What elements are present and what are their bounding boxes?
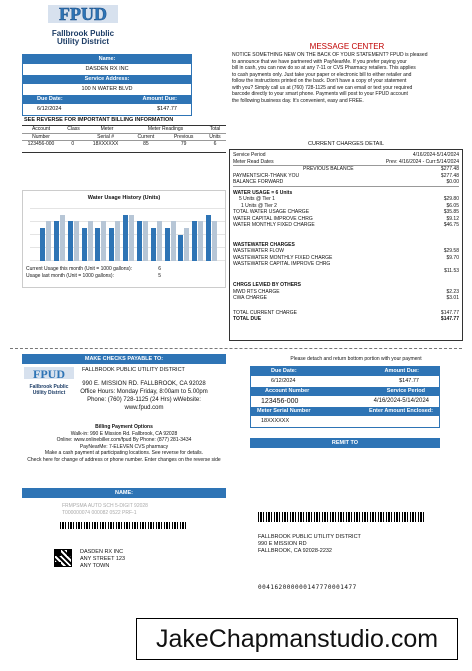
mailing-barcode-right xyxy=(258,512,426,522)
remit-meter-serial-label: Meter Serial Number xyxy=(257,408,311,414)
option-paynearme: PayNearMe: 7-ELEVEN CVS pharmacy xyxy=(79,443,169,450)
previous-balance-value: $277.48 xyxy=(440,166,459,172)
qr-code-icon xyxy=(54,549,72,567)
checks-header: MAKE CHECKS PAYABLE TO: xyxy=(22,354,226,364)
th-meter: Meter xyxy=(100,126,114,132)
remit-service-period: 4/16/2024-5/14/2024 xyxy=(373,398,429,404)
chart-bar xyxy=(171,221,176,261)
th-number: Number xyxy=(32,133,50,140)
message-line: follow the instructions printed on the back. Don't have a copy of your statement xyxy=(232,78,407,84)
amount-due: $147.77 xyxy=(157,106,177,112)
last-usage-value: 5 xyxy=(158,272,161,279)
current-usage-value: 6 xyxy=(158,266,161,272)
options-title: Billing Payment Options xyxy=(95,424,153,430)
remit-account-number-label: Account Number xyxy=(265,388,310,394)
mailing-name-label: NAME: xyxy=(22,488,226,498)
remit-account-number: 123456-000 xyxy=(261,398,299,405)
message-line: with you? Simply call us at (760) 728-1125 and we can email or text your required xyxy=(232,84,413,91)
th-previous: Previous xyxy=(173,133,194,140)
due-date-label: Due Date: xyxy=(37,96,63,102)
remit-address-line2: 990 E MISSION RD xyxy=(258,541,307,547)
option-address-change: Check here for change of address or phone number. Enter changes on the reverse side xyxy=(27,456,221,463)
checks-address: 990 E. MISSION RD. FALLBROOK, CA 92028 xyxy=(82,381,206,387)
tier1-value: $29.80 xyxy=(443,196,459,202)
charges-title: CURRENT CHARGES DETAIL xyxy=(308,141,384,147)
customer-line2: ANY STREET 123 xyxy=(80,556,126,562)
company-name-line2: Utility District xyxy=(56,37,109,46)
table-row xyxy=(22,141,226,148)
water-item-value: $46.75 xyxy=(443,222,459,228)
balance-forward-value: $0.00 xyxy=(446,179,459,185)
reverse-note: SEE REVERSE FOR IMPORTANT BILLING INFORMATION xyxy=(24,117,174,123)
svg-text:FPUD: FPUD xyxy=(33,367,65,380)
remit-enter-amount-label: Enter Amount Enclosed: xyxy=(369,408,433,414)
checks-website[interactable]: www.fpud.com xyxy=(124,405,164,411)
payments-label: PAYMENTS/CR-THANK YOU xyxy=(233,172,300,179)
remit-address-line3: FALLBROOK, CA 92028-2232 xyxy=(258,548,332,554)
water-item-value: $35.85 xyxy=(443,209,459,215)
chart-bar xyxy=(192,221,197,261)
service-address: 100 N WATER BLVD xyxy=(81,86,133,92)
watermark-banner xyxy=(136,618,458,660)
cell-previous: 79 xyxy=(180,141,187,147)
chart-bar xyxy=(129,215,134,261)
remit-amount-due-label: Amount Due: xyxy=(384,368,419,374)
other-item-value: $2.23 xyxy=(446,288,459,295)
chart-bar xyxy=(206,215,211,261)
chart-bar xyxy=(68,221,73,261)
chart-title: Water Usage History (Units) xyxy=(87,195,161,201)
scanline: 004162000000147770001477 xyxy=(258,584,357,591)
total-current-label: TOTAL CURRENT CHARGE xyxy=(233,309,297,316)
remit-address-line1: FALLBROOK PUBLIC UTILITY DISTRICT xyxy=(258,534,361,540)
due-date: 6/12/2024 xyxy=(37,106,62,112)
message-center-title: MESSAGE CENTER xyxy=(309,42,385,51)
cell-current: 85 xyxy=(143,141,149,147)
chart-bar xyxy=(184,228,189,261)
wastewater-item-value: $29.58 xyxy=(443,248,459,254)
chart-plot xyxy=(40,208,220,261)
water-item-label: TOTAL WATER USAGE CHARGE xyxy=(233,209,310,215)
message-line: to announce that we have partnered with PayNearMe. If you prefer paying your xyxy=(232,58,407,65)
water-usage-title: WATER USAGE = 6 Units xyxy=(233,189,293,196)
wastewater-item-label: WASTEWATER CAPITAL IMPROVE CHRG xyxy=(233,261,331,267)
others-title: CHRGS LEVIED BY OTHERS xyxy=(233,282,301,288)
chart-bar xyxy=(40,228,45,261)
chart-bar xyxy=(101,221,106,261)
cell-units: 6 xyxy=(213,141,217,147)
mailing-barcode-left xyxy=(60,522,188,529)
chart-bar xyxy=(82,228,87,261)
wastewater-item-label: WASTEWATER MONTHLY FIXED CHARGE xyxy=(233,254,333,261)
chart-bar xyxy=(157,221,162,261)
payee: FALLBROOK PUBLIC UTILITY DISTRICT xyxy=(82,367,185,373)
service-period-label: Service Period xyxy=(233,152,266,158)
water-item-label: WATER CAPITAL IMPROVE CHRG xyxy=(233,215,313,222)
total-current-value: $147.77 xyxy=(440,309,459,316)
account-table xyxy=(22,125,226,153)
remit-to-label: REMIT TO xyxy=(250,438,440,448)
water-item-value: $9.12 xyxy=(446,215,459,222)
option-walk-in: Walk-in: 990 E Mission Rd. Fallbrook, CA 92028 xyxy=(70,430,178,437)
chart-bar xyxy=(212,221,217,261)
th-serial: Serial # xyxy=(97,133,115,140)
cell-serial: 18XXXXXX xyxy=(92,141,119,147)
customer-name: DASDEN RX INC xyxy=(85,66,129,72)
th-account: Account xyxy=(31,126,51,132)
account-box xyxy=(22,54,192,116)
chart-bar xyxy=(198,221,203,261)
chart-bar xyxy=(109,228,114,261)
payments-value: $277.48 xyxy=(440,172,459,179)
message-line: the following business day. It's convenient, easy and FREE. xyxy=(232,97,364,104)
checks-phone: Phone: (760) 728-1125 (24 Hrs) wWebsite: xyxy=(87,397,201,403)
office-hours: Office Hours: Monday Friday, 8:00am to 5.00pm xyxy=(80,389,208,395)
chart-bar xyxy=(60,215,65,261)
service-period-value: 4/16/2024-5/14/2024 xyxy=(412,152,459,158)
wastewater-title: WASTEWATER CHARGES xyxy=(233,241,295,248)
fpud-logo xyxy=(48,3,118,46)
fpud-logo-small-mark xyxy=(24,366,74,380)
company-name-line1: Fallbrook Public xyxy=(51,29,115,38)
cell-account: 123456-000 xyxy=(27,141,55,147)
tier1-label: 5 Units @ Tier 1 xyxy=(239,196,275,202)
tier2-label: 1 Units @ Tier 2 xyxy=(241,202,277,209)
charges-detail xyxy=(229,141,463,341)
option-online[interactable]: Online: www.onlinebiller.com/fpud By Phone: (877) 281-3434 xyxy=(56,437,192,443)
chart-bar xyxy=(46,221,51,261)
remit-due-date-label: Due Date: xyxy=(271,368,297,374)
detach-note: Please detach and return bottom portion with your payment xyxy=(290,356,422,362)
chart-bar xyxy=(74,221,79,261)
chart-bar xyxy=(115,221,120,261)
th-meter-readings: Meter Readings xyxy=(147,126,184,132)
tear-line xyxy=(10,348,462,349)
small-logo-line2: Utility District xyxy=(32,389,66,396)
service-address-label: Service Address: xyxy=(23,75,191,84)
th-units: Units xyxy=(209,133,221,140)
chart-bar xyxy=(95,228,100,261)
mailing-faint-line1: FRMPSMA AUTO SCH 5-DIGIT 92028 xyxy=(62,503,148,509)
other-item-label: CWA CHARGE xyxy=(233,295,267,301)
message-center-body xyxy=(232,52,462,104)
remit-due-date: 6/12/2024 xyxy=(271,378,296,384)
customer-line3: ANY TOWN xyxy=(80,563,110,569)
option-cash: Make a cash payment at participating locations. See reverse for details. xyxy=(44,450,204,456)
previous-balance-label: PREVIOUS BALANCE xyxy=(303,166,354,172)
message-line: barcode directly to your smart phone. Payments will post to your FPUD account xyxy=(232,91,408,97)
meter-read-value: Prev: 4/16/2024 - Curr:5/14/2024 xyxy=(385,158,459,165)
th-class: Class xyxy=(67,126,80,132)
checks-box xyxy=(22,354,226,474)
total-due-label: TOTAL DUE xyxy=(233,316,262,322)
water-item-label: WATER MONTHLY FIXED CHARGE xyxy=(233,222,315,228)
message-line: to cash payments only. Just take your paper or electronic bill to either retailer and xyxy=(232,71,412,78)
amount-enclosed-field[interactable] xyxy=(359,416,429,427)
fpud-logo-mark xyxy=(48,3,118,25)
name-label: Name: xyxy=(23,55,191,64)
remit-meter-serial: 18XXXXXX xyxy=(261,418,290,424)
chart-bar xyxy=(151,228,156,261)
remit-service-period-label: Service Period xyxy=(386,388,425,394)
small-logo-line1: Fallbrook Public xyxy=(29,384,69,390)
customer-line1: DASDEN RX INC xyxy=(80,549,124,555)
chart-bar xyxy=(54,221,59,261)
chart-bar xyxy=(165,228,170,261)
th-current: Current xyxy=(137,133,155,140)
remit-amount-due: $147.77 xyxy=(399,378,419,384)
wastewater-extra-value: $11.53 xyxy=(444,267,459,274)
remit-box xyxy=(250,366,440,428)
last-usage-label: Usage last month (Unit = 1000 gallons): xyxy=(26,272,114,279)
mailing-faint-line2: T000000074 000082 0522 PRF-1 xyxy=(62,509,137,516)
amount-due-label: Amount Due: xyxy=(142,96,177,102)
meter-read-label: Meter Read Dates xyxy=(233,158,274,165)
balance-forward-label: BALANCE FORWARD xyxy=(233,179,284,185)
chart-bar xyxy=(137,221,142,261)
chart-bar xyxy=(178,235,183,262)
chart-bar xyxy=(123,215,128,261)
wastewater-item-value: $9.70 xyxy=(446,254,459,261)
cell-class: 0 xyxy=(71,141,75,147)
message-line: bill in cash, you can now do so at any 7-11 or CVS Pharmacy retailers. This applies xyxy=(232,65,416,71)
th-total: Total xyxy=(209,126,221,132)
current-usage-label: Current Usage this month (Unit = 1000 gallons): xyxy=(26,266,133,272)
chart-bar xyxy=(88,221,93,261)
svg-text:FPUD: FPUD xyxy=(59,4,107,24)
chart-bar xyxy=(143,221,148,261)
total-due-value: $147.77 xyxy=(440,316,459,322)
other-item-value: $3.01 xyxy=(446,295,459,301)
message-line: NOTICE SOMETHING NEW ON THE BACK OF YOUR STATEMENT? FPUD is pleased xyxy=(232,52,428,58)
tier2-value: $6.05 xyxy=(446,202,459,209)
watermark-text: JakeChapmanstudio.com xyxy=(155,624,439,653)
wastewater-item-label: WASTEWATER FLOW xyxy=(233,248,284,254)
other-item-label: MWD RTS CHARGE xyxy=(233,288,280,295)
